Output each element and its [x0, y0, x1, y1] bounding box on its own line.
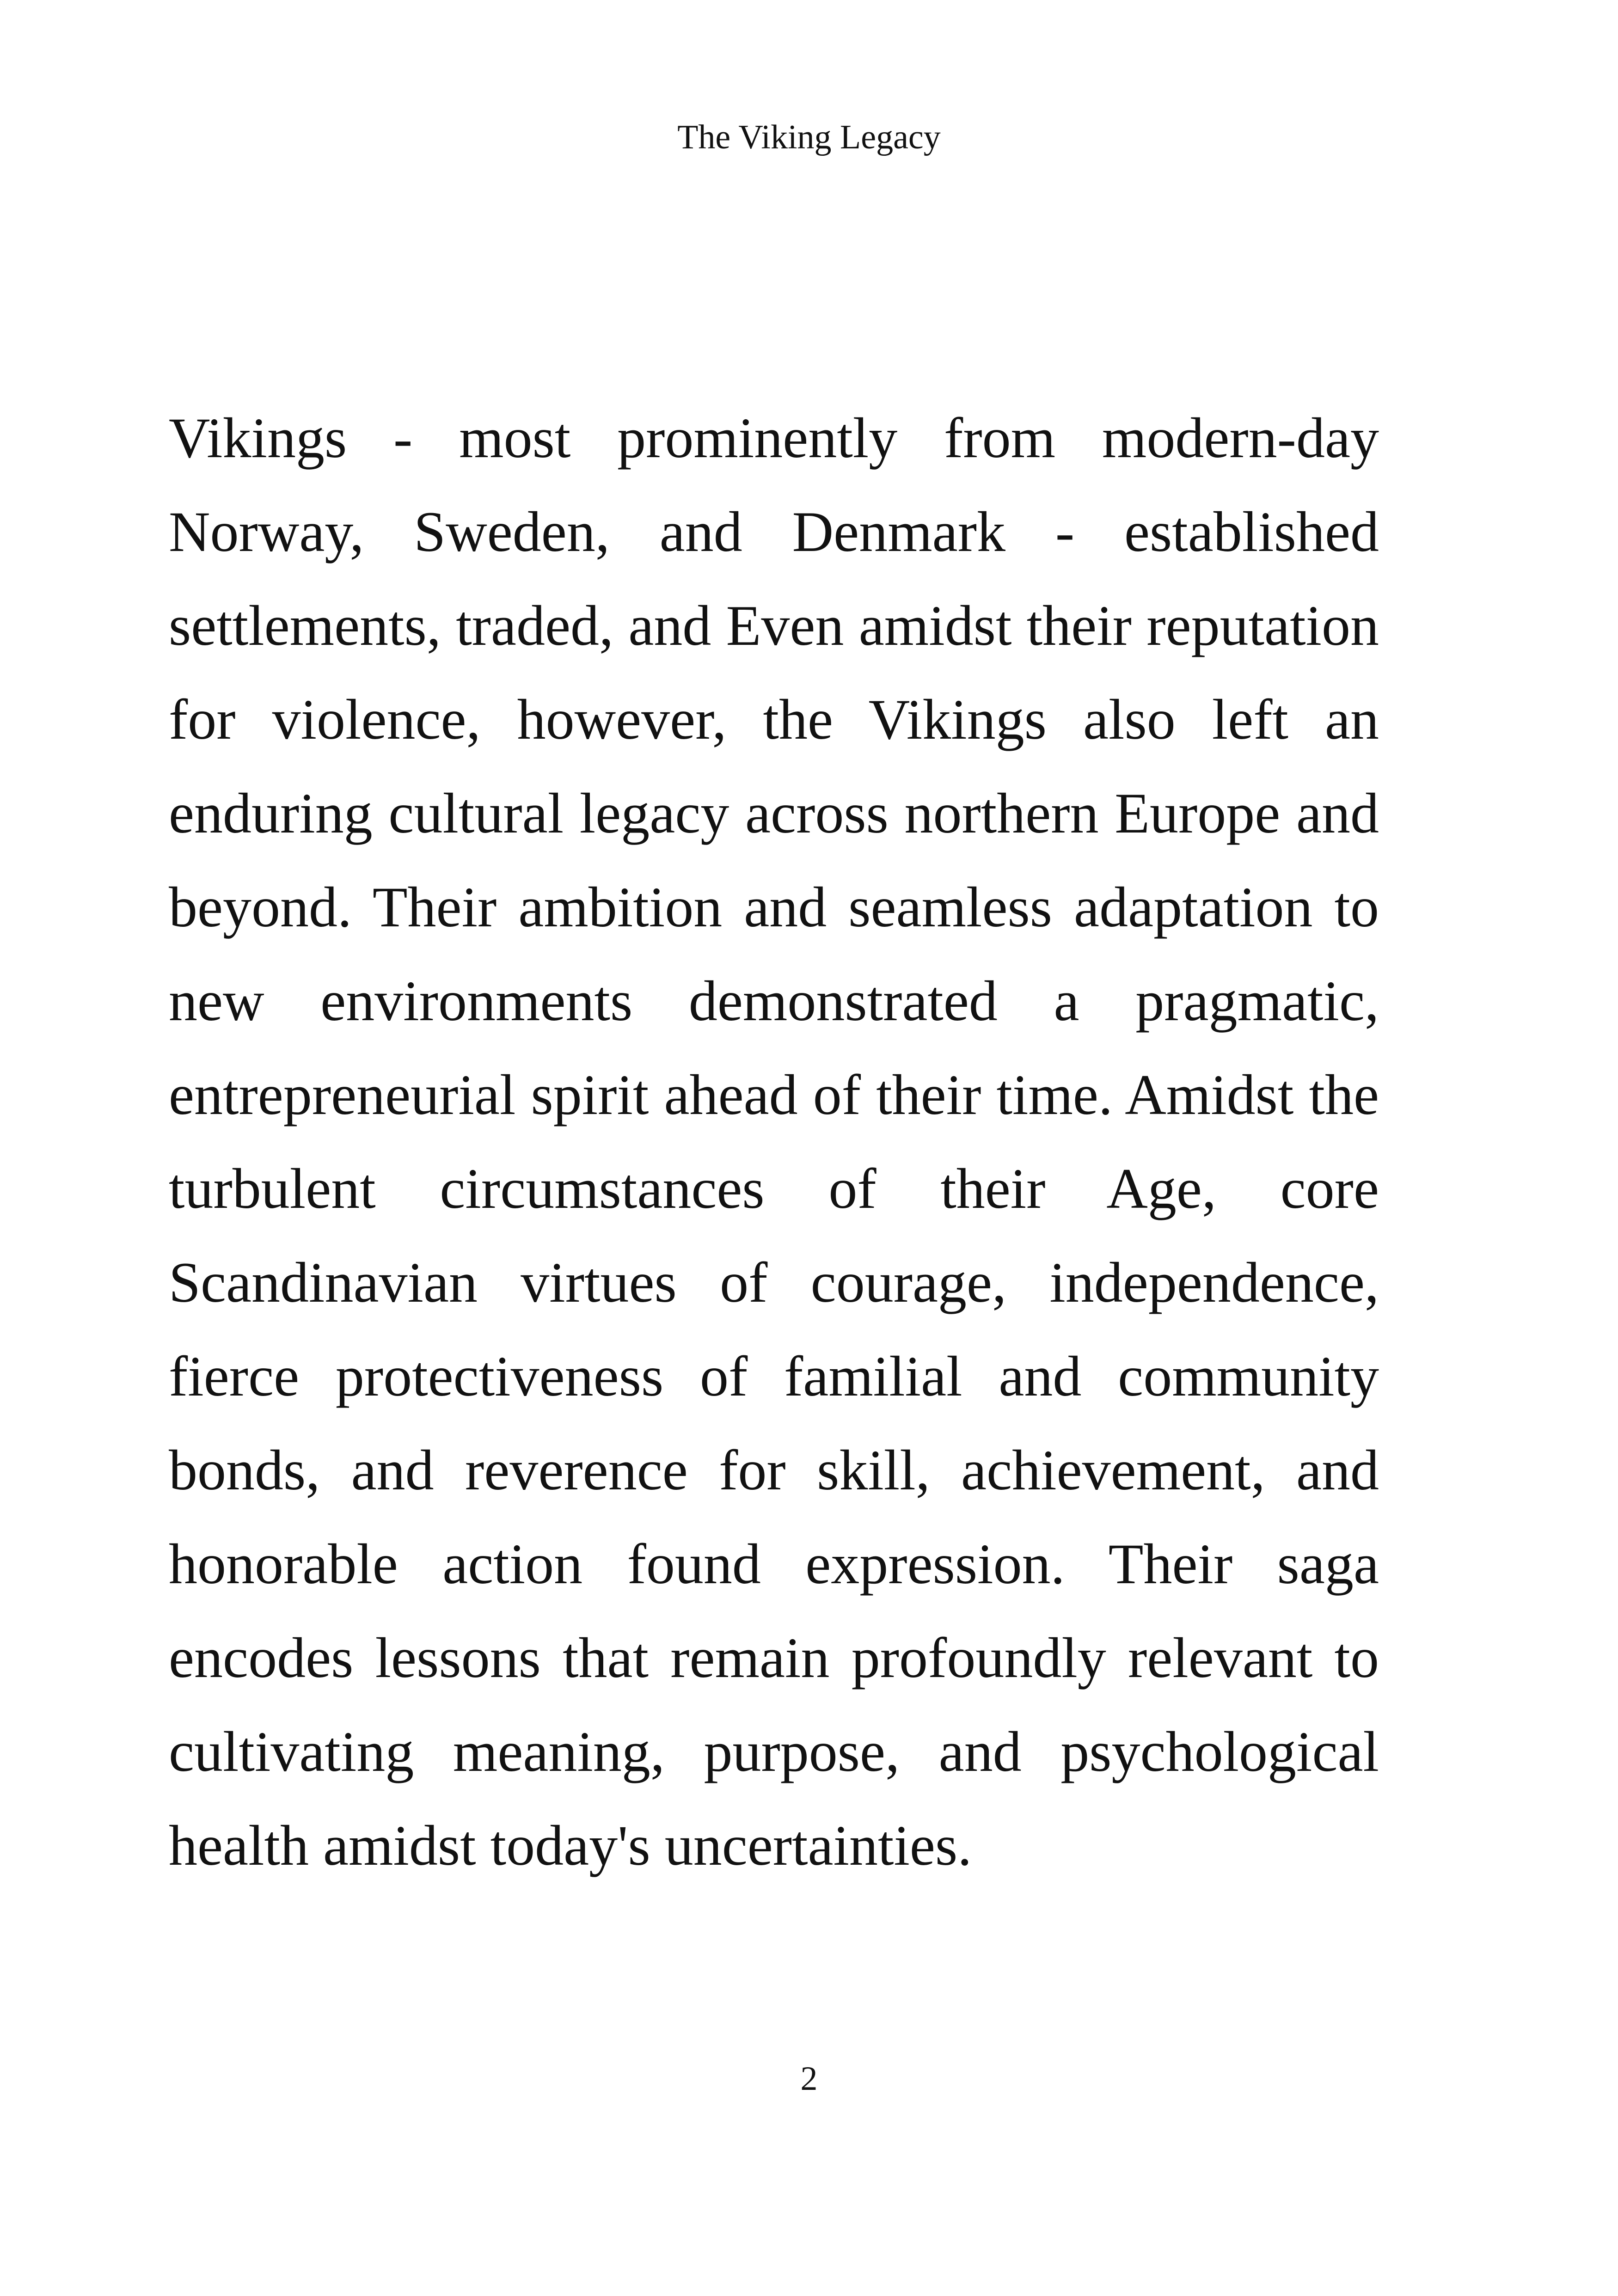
page-number: 2	[800, 2060, 818, 2098]
body-paragraph: Vikings - most prominently from modern-day Norway, Sweden, and Denmark - established settlements, traded, and Even amidst their reputation for violence, however, the Vikings also left an enduring cultural legacy across northern Europe and beyond. Their ambition and seamless adaptation to new environments demonstrated a pragmatic, entrepreneurial spirit ahead of their time. Amidst the turbulent circumstances of their Age, core Scandinavian virtues of courage, independence, fierce protectiveness of familial and community bonds, and reverence for skill, achievement, and honorable action found expression. Their saga encodes lessons that remain profoundly relevant to cultivating meaning, purpose, and psychological health amidst today's uncertainties.	[169, 406, 1379, 1877]
running-header-title: The Viking Legacy	[677, 118, 941, 156]
